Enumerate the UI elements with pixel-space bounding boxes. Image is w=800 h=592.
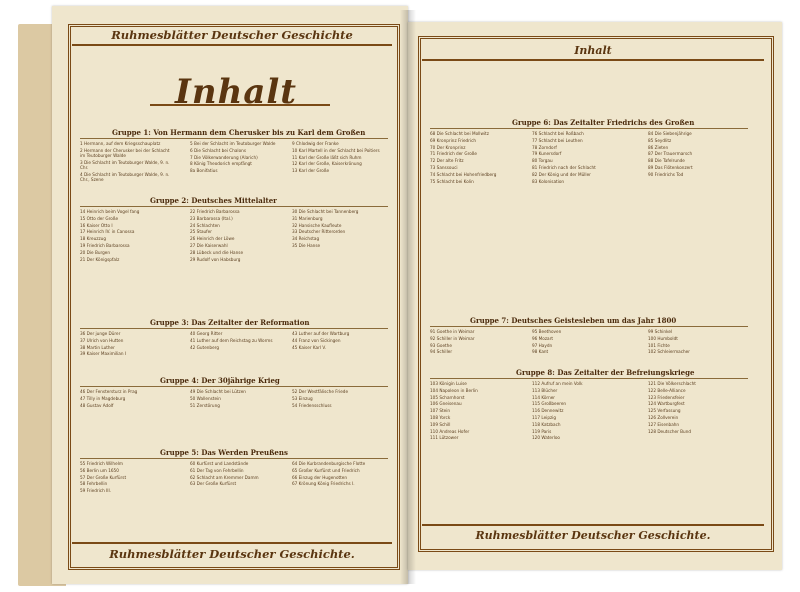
contents-entry: 39 Kaiser Maximilian I xyxy=(80,351,127,357)
contents-entry: 81 Friedrich nach der Schlacht xyxy=(532,164,596,170)
right-top-banner: Inhalt xyxy=(422,44,764,61)
left-group-header-3: Gruppe 3: Das Zeitalter der Reformation xyxy=(150,318,310,327)
left-group-3-column-2 xyxy=(190,331,286,371)
contents-entry: 100 Humboldt xyxy=(648,335,678,341)
left-group-rule-5 xyxy=(80,458,388,459)
contents-entry: 125 Verfassung xyxy=(648,408,681,414)
contents-entry: 84 Die Siebenjährige xyxy=(648,131,692,136)
contents-entry: 77 Schlacht bei Leuthen xyxy=(532,137,583,143)
contents-entry: 34 Reichstag xyxy=(292,236,320,242)
contents-entry: 127 Eisenbahn xyxy=(648,421,680,427)
contents-entry: 91 Goethe in Weimar xyxy=(430,329,475,334)
contents-entry: 87 Der Trauermarsch xyxy=(648,151,693,157)
right-group-1-column-3 xyxy=(648,131,748,289)
contents-heading: Inhalt xyxy=(175,72,297,112)
contents-entry: 35 Die Hanse xyxy=(292,242,321,248)
contents-entry: 8a Bonifatius xyxy=(190,168,218,174)
contents-entry: 3 Die Schlacht im Teutoburger Walde, 9. n. Chr. xyxy=(80,159,170,170)
contents-entry: 29 Rudolf von Habsburg xyxy=(190,256,241,262)
left-group-5-column-2 xyxy=(190,461,286,541)
left-group-1-column-2 xyxy=(190,141,286,185)
contents-entry: 113 Blücher xyxy=(532,387,558,393)
right-group-header-2: Gruppe 7: Deutsches Geistesleben um das Jahr 1800 xyxy=(470,316,677,325)
contents-entry: 9 Chlodwig der Franke xyxy=(292,141,339,146)
contents-entry: 53 Einzug xyxy=(292,395,313,401)
contents-entry: 37 Ulrich von Hutten xyxy=(80,337,124,343)
left-group-4-column-3 xyxy=(292,389,388,425)
left-group-2-column-2 xyxy=(190,209,286,273)
contents-entry: 115 Großbeeren xyxy=(532,401,567,407)
contents-entry: 30 Die Schlacht bei Tannenberg xyxy=(292,209,359,214)
contents-entry: 41 Luther auf dem Reichstag zu Worms xyxy=(190,337,273,343)
contents-entry: 24 Schlachten xyxy=(190,222,220,228)
contents-entry: 94 Schiller xyxy=(430,349,453,355)
contents-entry: 40 Georg Ritter xyxy=(190,331,223,336)
right-group-2-column-3 xyxy=(648,329,748,359)
left-group-header-1: Gruppe 1: Von Hermann dem Cherusker bis zu Karl dem Großen xyxy=(112,128,366,137)
contents-entry: 75 Schlacht bei Kolin xyxy=(430,178,474,184)
left-bottom-banner: Ruhmesblätter Deutscher Geschichte. xyxy=(72,542,392,561)
right-group-2-column-2 xyxy=(532,329,632,359)
contents-entry: 51 Zerstörung xyxy=(190,402,220,408)
contents-entry: 25 Staufer xyxy=(190,229,212,235)
contents-entry: 14 Heinrich beim Vogel fang xyxy=(80,209,140,214)
left-group-1-column-1 xyxy=(80,141,176,185)
contents-entry: 13 Karl der Große xyxy=(292,168,330,174)
contents-entry: 2 Hermann der Cherusker bei der Schlacht im Teutoburger Walde xyxy=(80,147,170,158)
contents-entry: 104 Napoleon in Berlin xyxy=(430,387,478,393)
contents-entry: 50 Wallenstein xyxy=(190,395,221,401)
contents-entry: 54 Friedensschluss xyxy=(292,402,332,408)
left-group-4-column-2 xyxy=(190,389,286,425)
contents-entry: 52 Der Westfälische Friede xyxy=(292,389,349,394)
left-group-2-column-3 xyxy=(292,209,388,273)
right-group-3-column-3 xyxy=(648,381,748,517)
contents-entry: 27 Die Kaiserwahl xyxy=(190,242,228,248)
contents-entry: 19 Friedrich Barbarossa xyxy=(80,242,130,248)
contents-entry: 59 Friedrich III. xyxy=(80,488,112,494)
contents-entry: 5 Bei der Schlacht im Teutoburger Walde xyxy=(190,141,276,146)
contents-entry: 88 Die Tafelrunde xyxy=(648,158,685,164)
contents-entry: 17 Heinrich IV. in Canossa xyxy=(80,229,135,235)
contents-entry: 4 Die Schlacht im Teutoburger Walde, 9. n. Chr., Szene xyxy=(80,171,170,182)
contents-entry: 85 Seydlitz xyxy=(648,137,672,143)
left-group-header-5: Gruppe 5: Das Werden Preußens xyxy=(160,448,288,457)
right-group-1-column-2 xyxy=(532,131,632,289)
contents-entry: 46 Der Fenstersturz in Prag xyxy=(80,389,138,394)
left-group-header-4: Gruppe 4: Der 30jährige Krieg xyxy=(160,376,280,385)
right-group-1-column-1 xyxy=(430,131,530,289)
left-top-banner: Ruhmesblätter Deutscher Geschichte xyxy=(72,28,392,46)
contents-entry: 82 Der König und der Müller xyxy=(532,171,591,177)
contents-entry: 83 Kolonisation xyxy=(532,178,565,184)
contents-entry: 8 König Theodorich empfängt xyxy=(190,161,252,167)
contents-entry: 120 Waterloo xyxy=(532,435,560,441)
contents-entry: 73 Sanssouci xyxy=(430,164,458,170)
contents-entry: 102 Schleiermacher xyxy=(648,349,690,355)
contents-entry: 89 Das Flötenkonzert xyxy=(648,164,693,170)
contents-entry: 106 Gneisenau xyxy=(430,401,462,407)
contents-entry: 48 Gustav Adolf xyxy=(80,402,114,408)
contents-entry: 111 Lützower xyxy=(430,435,459,441)
left-group-rule-1 xyxy=(80,138,388,139)
contents-entry: 63 Der Große Kurfürst xyxy=(190,481,237,487)
left-group-5-column-1 xyxy=(80,461,176,541)
contents-entry: 114 Körner xyxy=(532,394,556,400)
contents-entry: 86 Zieten xyxy=(648,144,669,150)
contents-entry: 6 Die Schlacht bei Chalons xyxy=(190,147,246,153)
left-group-header-2: Gruppe 2: Deutsches Mittelalter xyxy=(150,196,277,205)
contents-entry: 124 Wartburgfest xyxy=(648,401,685,407)
contents-entry: 109 Schill xyxy=(430,421,451,427)
contents-entry: 117 Leipzig xyxy=(532,414,557,420)
contents-entry: 118 Katzbach xyxy=(532,421,561,427)
contents-entry: 36 Der junge Dürer xyxy=(80,331,121,336)
gutter-shadow xyxy=(400,10,416,584)
contents-entry: 57 Der Große Kurfürst xyxy=(80,474,127,480)
contents-entry: 1 Hermann, auf dem Kriegsschauplatz xyxy=(80,141,161,146)
left-group-1-column-3 xyxy=(292,141,388,185)
contents-entry: 68 Die Schlacht bei Mollwitz xyxy=(430,131,489,136)
contents-entry: 107 Stein xyxy=(430,408,451,414)
contents-entry: 60 Kurfürst und Landstände xyxy=(190,461,249,466)
contents-entry: 10 Karl Martell in der Schlacht bei Poitiers xyxy=(292,147,380,153)
contents-entry: 112 Aufruf an mein Volk xyxy=(532,381,583,386)
contents-entry: 33 Deutscher Ritterorden xyxy=(292,229,346,235)
left-group-rule-4 xyxy=(80,386,388,387)
left-group-rule-2 xyxy=(80,206,388,207)
contents-entry: 64 Die Kurbrandenburgische Flotte xyxy=(292,461,366,466)
contents-entry: 116 Dennewitz xyxy=(532,408,564,414)
contents-entry: 65 Großer Kurfürst und Friedrich xyxy=(292,467,360,473)
left-group-5-column-3 xyxy=(292,461,388,541)
contents-entry: 20 Die Burgen xyxy=(80,249,111,255)
contents-entry: 12 Karl der Große, Kaiserkrönung xyxy=(292,161,362,167)
contents-entry: 98 Kant xyxy=(532,349,549,355)
contents-entry: 47 Tilly in Magdeburg xyxy=(80,395,126,401)
contents-entry: 58 Fehrbellin xyxy=(80,481,108,487)
right-group-header-3: Gruppe 8: Das Zeitalter der Befreiungskriege xyxy=(516,368,695,377)
contents-entry: 7 Die Völkerwanderung (Alarich) xyxy=(190,154,258,160)
right-group-3-column-2 xyxy=(532,381,632,517)
contents-entry: 21 Der Königspfalz xyxy=(80,256,120,262)
contents-entry: 108 Yorck xyxy=(430,414,451,420)
contents-entry: 122 Belle-Alliance xyxy=(648,387,686,393)
contents-entry: 71 Friedrich der Große xyxy=(430,151,477,157)
contents-entry: 44 Franz von Sickingen xyxy=(292,337,341,343)
contents-entry: 74 Schlacht bei Hohenfriedberg xyxy=(430,171,497,177)
contents-entry: 11 Karl der Große läßt sich Ruhm xyxy=(292,154,362,160)
right-group-rule-1 xyxy=(430,128,748,129)
right-group-2-column-1 xyxy=(430,329,530,359)
contents-entry: 70 Der Kronprinz xyxy=(430,144,466,150)
contents-entry: 62 Schlacht am Kremmer Damm xyxy=(190,474,259,480)
contents-entry: 126 Zollverein xyxy=(648,414,679,420)
contents-entry: 28 Lübeck und die Hanse xyxy=(190,249,244,255)
right-group-rule-3 xyxy=(430,378,748,379)
right-bottom-banner: Ruhmesblätter Deutscher Geschichte. xyxy=(422,524,764,542)
contents-entry: 42 Gutenberg xyxy=(190,344,219,350)
contents-entry: 45 Kaiser Karl V. xyxy=(292,344,326,350)
contents-entry: 69 Kronprinz Friedrich xyxy=(430,137,477,143)
contents-entry: 95 Beethoven xyxy=(532,329,562,334)
left-group-2-column-1 xyxy=(80,209,176,273)
contents-entry: 22 Friedrich Barbarossa xyxy=(190,209,240,214)
contents-entry: 49 Die Schlacht bei Lützen xyxy=(190,389,246,394)
right-group-rule-2 xyxy=(430,326,748,327)
contents-entry: 78 Zorndorf xyxy=(532,144,557,150)
contents-entry: 105 Scharnhorst xyxy=(430,394,465,400)
contents-entry: 15 Otto der Große xyxy=(80,215,119,221)
contents-entry: 119 Paris xyxy=(532,428,552,434)
contents-entry: 92 Schiller in Weimar xyxy=(430,335,475,341)
contents-entry: 38 Martin Luther xyxy=(80,344,115,350)
contents-entry: 31 Marienburg xyxy=(292,215,323,221)
contents-entry: 56 Berlin um 1650 xyxy=(80,467,119,473)
contents-entry: 23 Barbarossa (Ital.) xyxy=(190,215,233,221)
contents-entry: 66 Einzug der Hugenotten xyxy=(292,474,348,480)
contents-entry: 76 Schlacht bei Roßbach xyxy=(532,131,584,136)
contents-entry: 18 Kreuzzug xyxy=(80,236,106,242)
right-group-header-1: Gruppe 6: Das Zeitalter Friedrichs des Großen xyxy=(512,118,695,127)
contents-entry: 43 Luther auf der Wartburg xyxy=(292,331,350,336)
contents-entry: 128 Deutscher Bund xyxy=(648,428,692,434)
left-group-4-column-1 xyxy=(80,389,176,425)
contents-entry: 101 Fichte xyxy=(648,342,670,348)
contents-entry: 93 Goethe xyxy=(430,342,452,348)
contents-entry: 72 Der alte Fritz xyxy=(430,158,464,164)
contents-entry: 96 Mozart xyxy=(532,335,553,341)
contents-entry: 32 Hansische Kaufleute xyxy=(292,222,342,228)
contents-entry: 80 Torgau xyxy=(532,158,553,164)
contents-entry: 110 Andreas Hofer xyxy=(430,428,470,434)
contents-entry: 16 Kaiser Otto I xyxy=(80,222,113,228)
left-group-3-column-3 xyxy=(292,331,388,371)
contents-entry: 99 Schinkel xyxy=(648,329,673,334)
left-group-rule-3 xyxy=(80,328,388,329)
contents-entry: 79 Kunersdorf xyxy=(532,151,562,157)
contents-entry: 61 Der Tag von Fehrbellin xyxy=(190,467,244,473)
contents-entry: 55 Friedrich Wilhelm xyxy=(80,461,123,466)
contents-entry: 67 Krönung König Friedrichs I. xyxy=(292,481,355,487)
contents-entry: 97 Haydn xyxy=(532,342,553,348)
contents-entry: 26 Heinrich der Löwe xyxy=(190,236,235,242)
contents-entry: 90 Friedrichs Tod xyxy=(648,171,684,177)
contents-entry: 121 Die Völkerschlacht xyxy=(648,381,696,386)
contents-entry: 123 Friedensfeier xyxy=(648,394,685,400)
contents-entry: 103 Königin Luise xyxy=(430,381,467,386)
left-group-3-column-1 xyxy=(80,331,176,371)
right-group-3-column-1 xyxy=(430,381,530,517)
